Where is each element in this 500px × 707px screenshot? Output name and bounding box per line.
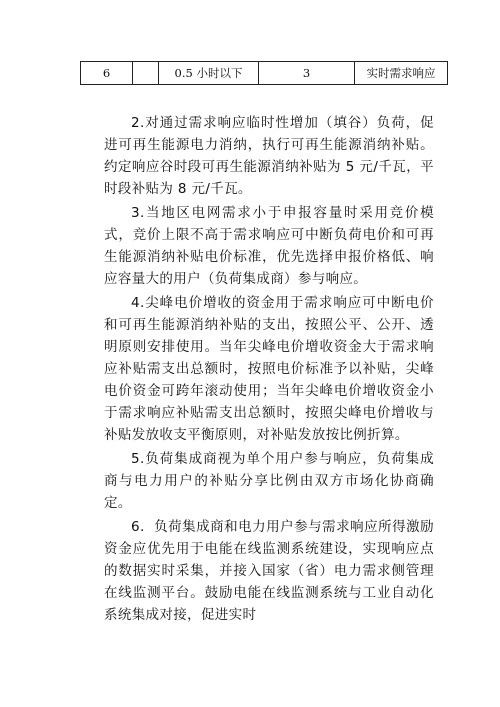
table-cell-type: 实时需求响应 <box>355 62 448 85</box>
paragraph-3: 3.当地区电网需求小于申报容量时采用竞价模式，竞价上限不高于需求响应可中断负荷电价和可再生能源消纳补贴电价标准，优先选择申报价格低、响应容量大的用户（负荷集成商）参与响应。 <box>104 205 434 287</box>
table-cell-index: 6 <box>81 62 133 85</box>
table-row <box>81 62 448 85</box>
paragraph-2: 2.对通过需求响应临时性增加（填谷）负荷，促进可再生能源电力消纳，执行可再生能源消纳补贴。约定响应谷时段可再生能源消纳补贴为 5 元/千瓦，平时段补贴为 8 元/千瓦。 <box>104 115 434 197</box>
paragraph-4: 4.尖峰电价增收的资金用于需求响应可中断电价和可再生能源消纳补贴的支出，按照公平、公开、透明原则安排使用。当年尖峰电价增收资金大于需求响应补贴需支出总额时，按照电价标准予以补贴，尖峰电价资金可跨年滚动使用；当年尖峰电价增收资金小于需求响应补贴需支出总额时，按照尖峰电价增收与补贴发放收支平衡原则，对补贴发放按比例折算。 <box>104 295 434 443</box>
table-cell-empty <box>133 62 159 85</box>
paragraph-5: 5.负荷集成商视为单个用户参与响应，负荷集成商与电力用户的补贴分享比例由双方市场化协商确定。 <box>104 451 434 511</box>
response-table <box>80 61 448 85</box>
table-cell-value: 3 <box>259 62 355 85</box>
paragraph-6: 6．负荷集成商和电力用户参与需求响应所得激励资金应优先用于电能在线监测系统建设，实现响应点的数据实时采集，并接入国家（省）电力需求侧管理在线监测平台。鼓励电能在线监测系统与工业自动化系统集成对接，促进实时 <box>104 519 434 623</box>
document-body <box>104 112 434 626</box>
table-cell-duration: 0.5 小时以下 <box>159 62 259 85</box>
